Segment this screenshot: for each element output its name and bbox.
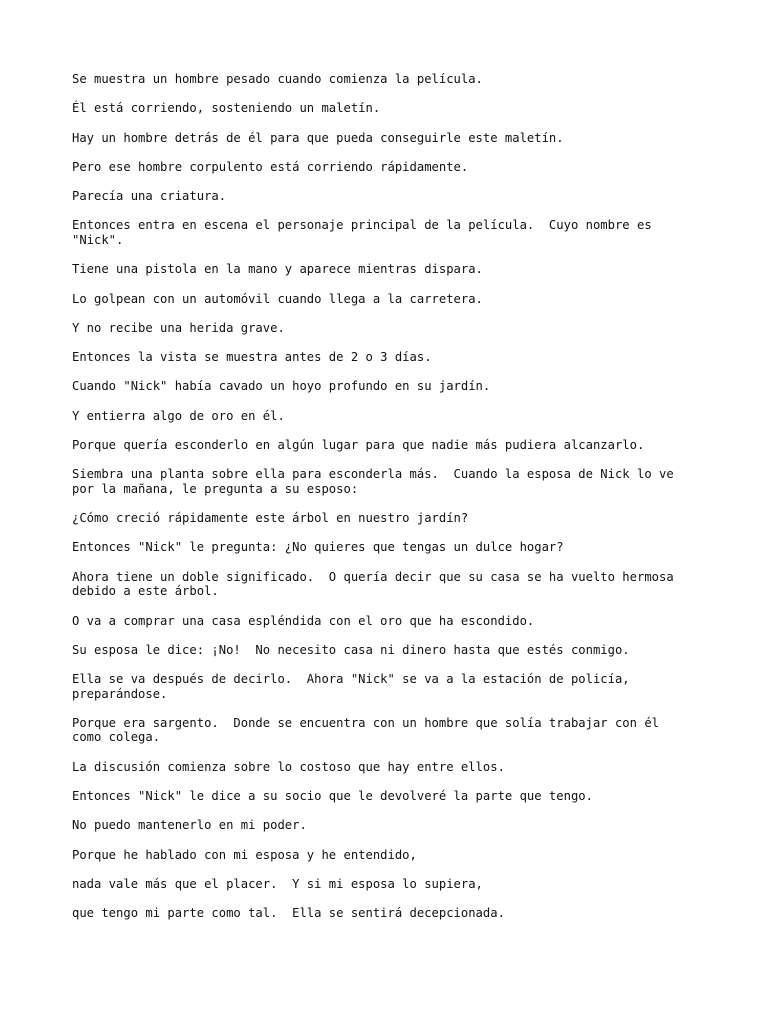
paragraph: Porque quería esconderlo en algún lugar para que nadie más pudiera alcanzarlo. (72, 438, 645, 453)
document-body (72, 72, 702, 936)
paragraph: Su esposa le dice: ¡No! No necesito casa ni dinero hasta que estés conmigo. (72, 642, 630, 657)
paragraph: Pero ese hombre corpulento está corriendo rápidamente. (72, 159, 469, 174)
paragraph: Porque era sargento. Donde se encuentra con un hombre que solía trabajar con él como colega. (72, 715, 659, 745)
paragraph: Siembra una planta sobre ella para esconderla más. Cuando la esposa de Nick lo ve por la mañana, le pregunta a su esposo: (72, 467, 674, 496)
paragraph: que tengo mi parte como tal. Ella se sentirá decepcionada. (72, 906, 505, 921)
paragraph: Lo golpean con un automóvil cuando llega a la carretera. (72, 291, 483, 306)
paragraph: Entonces la vista se muestra antes de 2 o 3 días. (72, 350, 432, 365)
paragraph: Entonces entra en escena el personaje principal de la película. Cuyo nombre es "Nick". (72, 218, 652, 247)
paragraph: Parecía una criatura. (72, 189, 227, 204)
paragraph: Él está corriendo, sosteniendo un maletín. (72, 101, 381, 116)
paragraph: nada vale más que el placer. Y si mi esposa lo supiera, (72, 876, 483, 891)
paragraph: Se muestra un hombre pesado cuando comienza la película. (72, 72, 483, 86)
paragraph: No puedo mantenerlo en mi poder. (72, 818, 307, 833)
paragraph: Entonces "Nick" le dice a su socio que le devolveré la parte que tengo. (72, 789, 593, 804)
paragraph: Ella se va después de decirlo. Ahora "Nick" se va a la estación de policía, preparándose. (72, 672, 630, 701)
paragraph: Tiene una pistola en la mano y aparece mientras dispara. (72, 262, 483, 277)
paragraph: O va a comprar una casa espléndida con el oro que ha escondido. (72, 613, 535, 628)
paragraph: Ahora tiene un doble significado. O quería decir que su casa se ha vuelto hermosa debido a este árbol. (72, 569, 674, 599)
paragraph: Hay un hombre detrás de él para que pueda conseguirle este maletín. (72, 130, 564, 145)
paragraph: Y entierra algo de oro en él. (72, 408, 285, 423)
paragraph: La discusión comienza sobre lo costoso que hay entre ellos. (72, 759, 505, 774)
paragraph: Entonces "Nick" le pregunta: ¿No quieres que tengas un dulce hogar? (72, 540, 564, 555)
paragraph: Porque he hablado con mi esposa y he entendido, (72, 847, 417, 862)
paragraph: Cuando "Nick" había cavado un hoyo profundo en su jardín. (72, 379, 491, 394)
paragraph: ¿Cómo creció rápidamente este árbol en nuestro jardín? (72, 511, 469, 526)
paragraph: Y no recibe una herida grave. (72, 320, 285, 335)
